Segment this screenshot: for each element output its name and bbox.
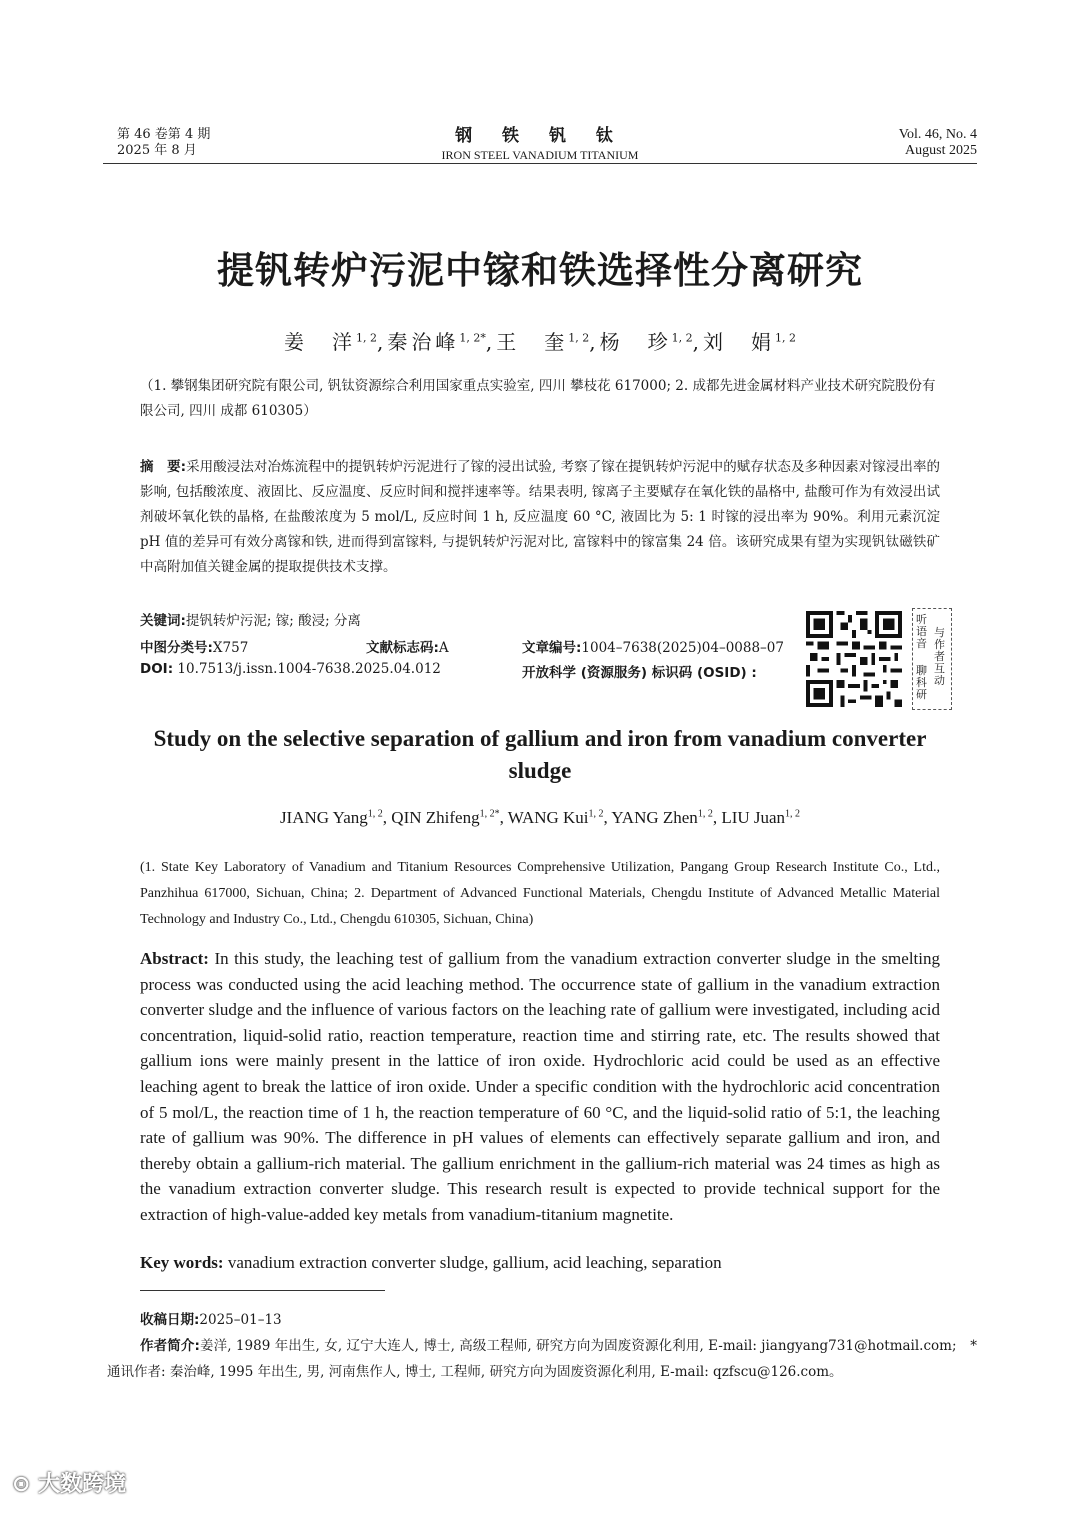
footnote-rule [140, 1290, 385, 1291]
article-number: 文章编号:1004–7638(2025)04–0088–07 [522, 640, 784, 656]
title-zh: 提钒转炉污泥中镓和铁选择性分离研究 [217, 249, 863, 292]
author-en: LIU Juan$^{1, 2}$ [721, 808, 801, 827]
journal-name-en: IRON STEEL VANADIUM TITANIUM [441, 148, 639, 162]
affiliation-zh: （1. 攀钢集团研究院有限公司, 钒钛资源综合利用国家重点实验室, 四川 攀枝花 617000; 2. 成都先进金属材料产业技术研究院股份有限公司, 四川 成都 610305） [140, 378, 936, 419]
issue-en: Vol. 46, No. 4 [898, 127, 977, 142]
received-date: 收稿日期:2025–01–13 [140, 1312, 282, 1328]
abstract-en [140, 946, 940, 1228]
document-mark: 文献标志码:A [366, 640, 449, 656]
abstract-zh [140, 455, 940, 580]
date-en: August 2025 [905, 143, 977, 158]
date-zh: 2025 年 8 月 [117, 143, 197, 158]
authors-en: JIANG Yang$^{1, 2}$, QIN Zhifeng$^{1, 2*}$, WANG Kui$^{1, 2}$, YANG Zhen$^{1, 2}$, LIU Juan$^{1, 2}$ [279, 808, 801, 827]
author-en: YANG Zhen$^{1, 2}$ [611, 808, 713, 827]
classification-number: 中图分类号:X757 [140, 640, 249, 656]
watermark-logo-icon: ⊙ [12, 1472, 39, 1497]
journal-name-zh: 钢 铁 钒 钛 [455, 126, 625, 146]
keywords-zh: 关键词:提钒转炉污泥; 镓; 酸浸; 分离 [140, 613, 361, 629]
abstract-zh-label: 摘 要: [140, 459, 187, 475]
author-zh: 姜 洋$^{1, 2}$ [284, 330, 378, 354]
doi: DOI: 10.7513/j.issn.1004-7638.2025.04.012 [140, 661, 441, 677]
abstract-zh-text: 采用酸浸法对冶炼流程中的提钒转炉污泥进行了镓的浸出试验, 考察了镓在提钒转炉污泥中的赋存状态及多种因素对镓浸出率的影响, 包括酸浓度、液固比、反应温度、反应时间和搅拌速率等。结果表明, 镓离子主要赋存在氧化铁的晶格中, 盐酸可作为有效浸出试剂破坏氧化铁的晶格, 在盐酸浓度为 5 mol/L, 反应时间 1 h, 反应温度 60 °C, 液固比为 5: 1 时镓的浸出率为 90%。利用元素沉淀 pH 值的差异可有效分离镓和铁, 进而得到富镓料, 与提钒转炉污泥对比, 富镓料中的镓富集 24 倍。该研究成果有望为实现钒钛磁铁矿中高附加值关键金属的提取提供技术支撑。 [140, 459, 940, 575]
watermark: ⊙ 大数跨境 [12, 1472, 127, 1497]
author-zh: 秦治峰$^{1, 2*}$ [387, 330, 486, 354]
qr-tag-chat: 聊科研 [916, 664, 927, 701]
author-zh: 王 奎$^{1, 2}$ [496, 330, 590, 354]
qr-tag [912, 608, 952, 710]
author-bio: 作者简介:姜洋, 1989 年出生, 女, 辽宁大连人, 博士, 高级工程师, 研究方向为固废资源化利用, E-mail: jiangyang731@hotmail.com; *通讯作者: 秦治峰, 1995 年出生, 男, 河南焦作人, 博士, 工程师, 研究方向为固废资源化利用, E-mail: qzfscu@126.com。 [107, 1338, 977, 1380]
author-en: QIN Zhifeng$^{1, 2*}$ [391, 808, 500, 827]
keywords-en: Key words: vanadium extraction converter sludge, gallium, acid leaching, separation [140, 1253, 722, 1272]
abstract-en-text: In this study, the leaching test of gallium from the vanadium extraction converter sludge in the smelting process was conducted using the acid leaching method. The occurrence state of gallium in the vanadium extraction converter sludge and the influence of various factors on the leaching rate of gallium were investigated, including acid concentration, liquid-solid ratio, reaction temperature, reaction time and stirring rate, etc. The results showed that gallium ions were mainly present in the lattice of iron oxide. Hydrochloric acid could be used as an effective leaching agent to break the lattice of iron oxide. Under a specific condition with the hydrochloric acid concentration of 5 mol/L, the reaction time of 1 h, the reaction temperature of 60 °C, and the liquid-solid ratio of 5:1, the leaching rate of gallium was 90%. The difference in pH values of elements can effectively separate gallium and iron, and thereby obtain a gallium-rich material. The gallium enrichment in the gallium-rich material was 24 times as high as the vanadium extraction converter sludge. This research result is expected to provide technical support for the extraction of high-value-added key metals from vanadium-titanium magnetite. [140, 949, 940, 1224]
header-issue-en [899, 127, 977, 159]
header-rule [103, 163, 977, 164]
qr-tag-listen: 听语音 [916, 613, 927, 650]
author-en: JIANG Yang$^{1, 2}$ [279, 808, 383, 827]
affiliation-en: (1. State Key Laboratory of Vanadium and Titanium Resources Comprehensive Utilization, Pangang Group Research Institute Co., Ltd., Panzhihua 617000, Sichuan, China; 2. Department of Advanced Functional Materials, Chengdu Institute of Advanced Metallic Material Technology and Industry Co., Ltd., Chengdu 610305, Sichuan, China) [140, 860, 940, 927]
abstract-en-label: Abstract: [140, 949, 209, 968]
qr-code-icon[interactable] [806, 611, 902, 707]
author-en: WANG Kui$^{1, 2}$ [507, 808, 604, 827]
osid-label: 开放科学 (资源服务) 标识码 (OSID) : [522, 665, 757, 681]
author-zh: 刘 娟$^{1, 2}$ [702, 330, 796, 354]
author-zh: 杨 珍$^{1, 2}$ [599, 330, 693, 354]
qr-tag-interact: 与作者互动 [934, 626, 945, 687]
authors-zh: 姜 洋$^{1, 2}$,秦治峰$^{1, 2*}$,王 奎$^{1, 2}$,杨 珍$^{1, 2}$,刘 娟$^{1, 2}$ [284, 330, 796, 354]
title-en: Study on the selective separation of gallium and iron from vanadium converter sludge [153, 726, 927, 783]
issue-zh: 第 46 卷第 4 期 [117, 127, 211, 142]
